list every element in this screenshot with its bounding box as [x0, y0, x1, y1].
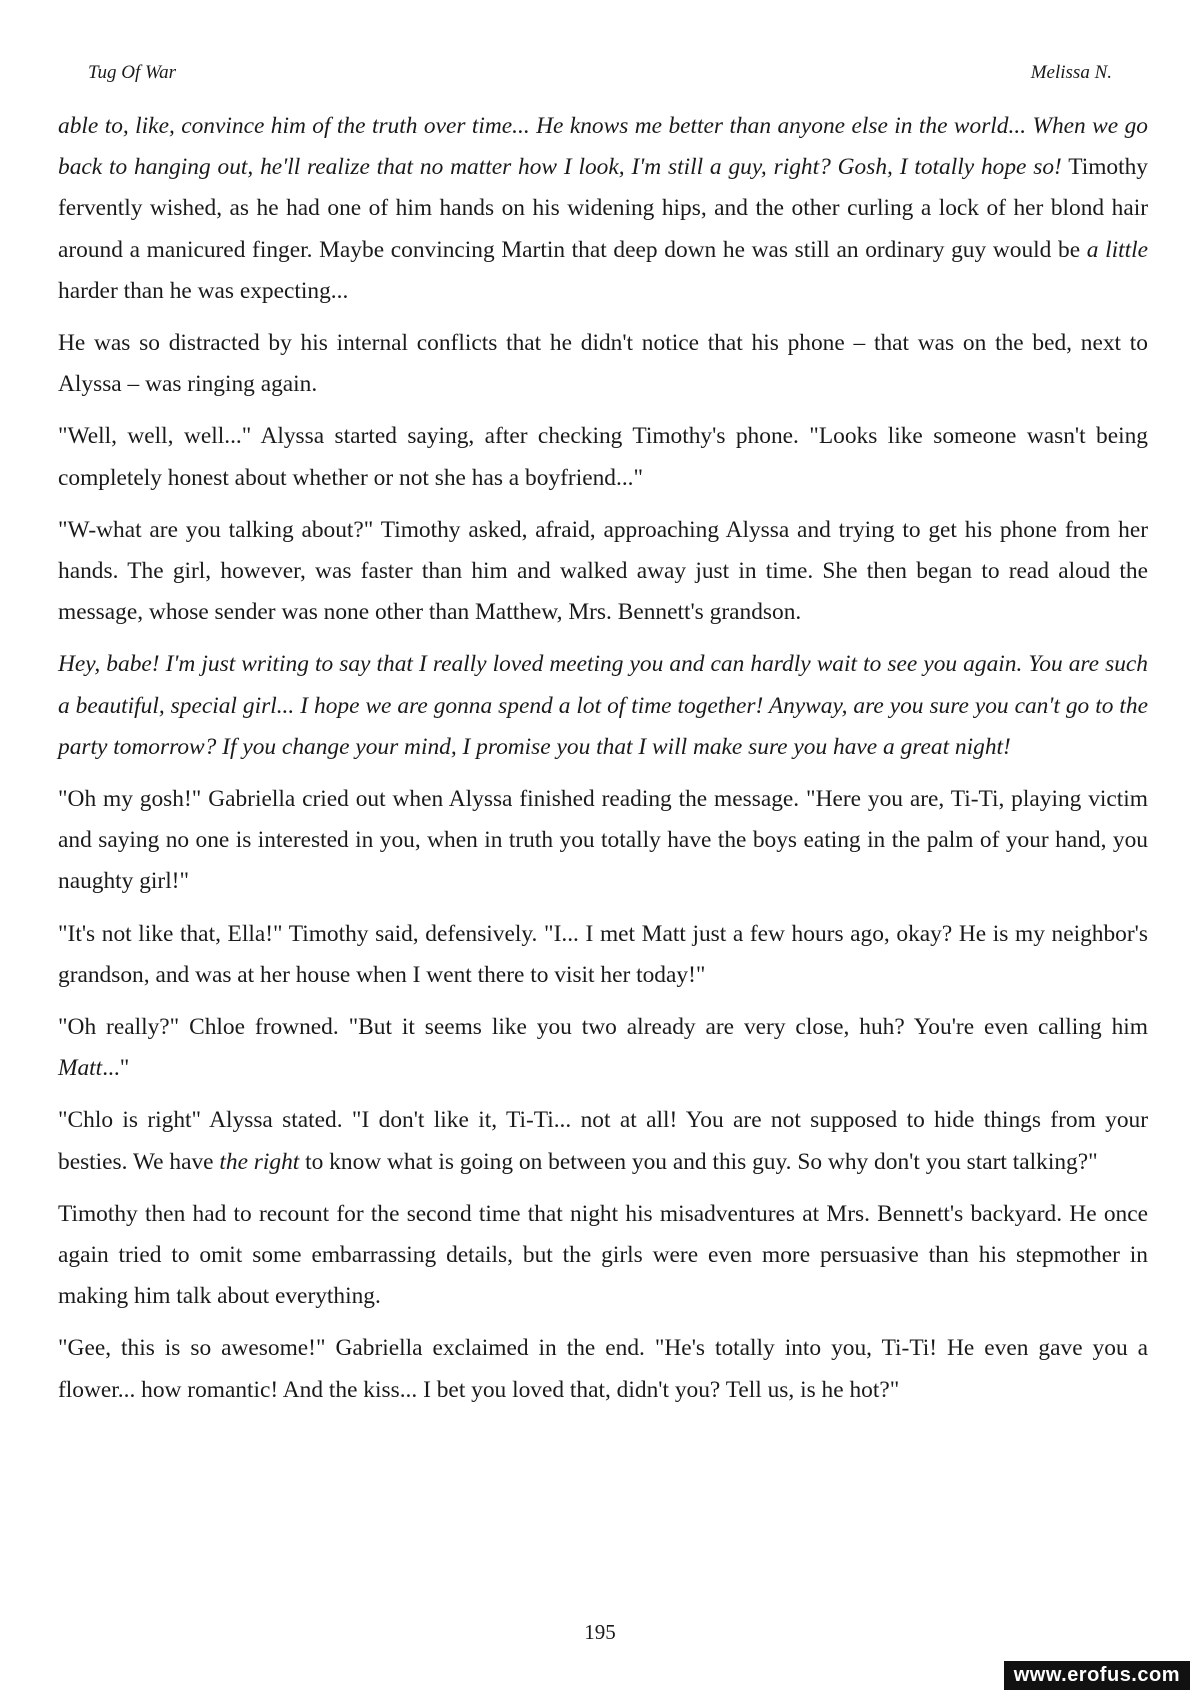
text-run: "Well, well, well..." Alyssa started saying, after checking Timothy's phone. "Looks like someone wasn't being completely honest about whether or not she has a boyfriend..." [58, 423, 1148, 491]
italic-text-run: a little [1086, 236, 1148, 263]
author-name: Melissa N. [1030, 62, 1112, 83]
running-header [88, 62, 1112, 90]
text-run: ..." [102, 1055, 130, 1082]
text-run: "Oh really?" Chloe frowned. "But it seems like you two already are very close, huh? You're even calling him [58, 1014, 1148, 1041]
italic-text-run: Matt [58, 1055, 103, 1082]
paragraph [58, 323, 1148, 405]
paragraph [58, 914, 1148, 996]
book-title: Tug Of War [88, 62, 176, 83]
paragraph [58, 416, 1148, 498]
text-run: He was so distracted by his internal conflicts that he didn't notice that his phone – that was on the bed, next to Alyssa – was ringing again. [58, 330, 1148, 398]
paragraph [58, 1328, 1148, 1410]
page-number: 195 [584, 1620, 616, 1644]
text-run: "It's not like that, Ella!" Timothy said, defensively. "I... I met Matt just a few hours ago, okay? He is my neighbor's grandson, and was at her house when I went there to visit her today!" [58, 920, 1148, 988]
text-run: "Chlo is right" Alyssa stated. "I don't like it, Ti-Ti... not at all! You are not supposed to hide things from your besties. We have [58, 1107, 1148, 1175]
text-run: Timothy then had to recount for the second time that night his misadventures at Mrs. Bennett's backyard. He once again tried to omit some embarrassing details, but the girls were even more persuasive than his stepmother in making him talk about everything. [58, 1200, 1148, 1310]
paragraph [58, 1007, 1148, 1089]
paragraph [58, 779, 1148, 903]
paragraph [58, 510, 1148, 634]
watermark: www.erofus.com [1004, 1661, 1190, 1690]
italic-text-run: the right [219, 1148, 300, 1175]
text-run: Timothy fervently wished, as he had one of him hands on his widening hips, and the other curling a lock of her blond hair around a manicured finger. Maybe convincing Martin that deep down he was still an ordinary guy would be [58, 154, 1149, 263]
paragraph [58, 1100, 1148, 1182]
text-run: "W-what are you talking about?" Timothy asked, afraid, approaching Alyssa and trying to get his phone from her hands. The girl, however, was faster than him and walked away just in time. She then began to read aloud the message, whose sender was none other than Matthew, Mrs. Bennett's grandson. [58, 516, 1148, 626]
italic-text-run: Hey, babe! I'm just writing to say that I really loved meeting you and can hardly wait to see you again. You are such a beautiful, special girl... I hope we are gonna spend a lot of time together! Anyway, are you sure you can't go to the party tomorrow? If you change your mind, I promise you that I will make sure you have a great night! [58, 651, 1148, 760]
paragraph [58, 644, 1148, 768]
text-run: "Gee, this is so awesome!" Gabriella exclaimed in the end. "He's totally into you, Ti-Ti! He even gave you a flower... how romantic! And the kiss... I bet you loved that, didn't you? Tell us, is he hot?" [58, 1335, 1148, 1403]
paragraph [58, 106, 1148, 312]
text-run: harder than he was expecting... [58, 277, 349, 304]
text-run: to know what is going on between you and this guy. So why don't you start talking?" [299, 1148, 1098, 1175]
text-run: "Oh my gosh!" Gabriella cried out when Alyssa finished reading the message. "Here you are, Ti-Ti, playing victim and saying no one is interested in you, when in truth you totally have the boys eating in the palm of your hand, you naughty girl!" [58, 786, 1148, 895]
italic-text-run: able to, like, convince him of the truth over time... He knows me better than anyone else in the world... When we go back to hanging out, he'll realize that no matter how I look, I'm still a guy, right? Gosh, I totally hope so! [58, 113, 1148, 181]
paragraph [58, 1194, 1148, 1318]
body-text [58, 106, 1148, 1422]
